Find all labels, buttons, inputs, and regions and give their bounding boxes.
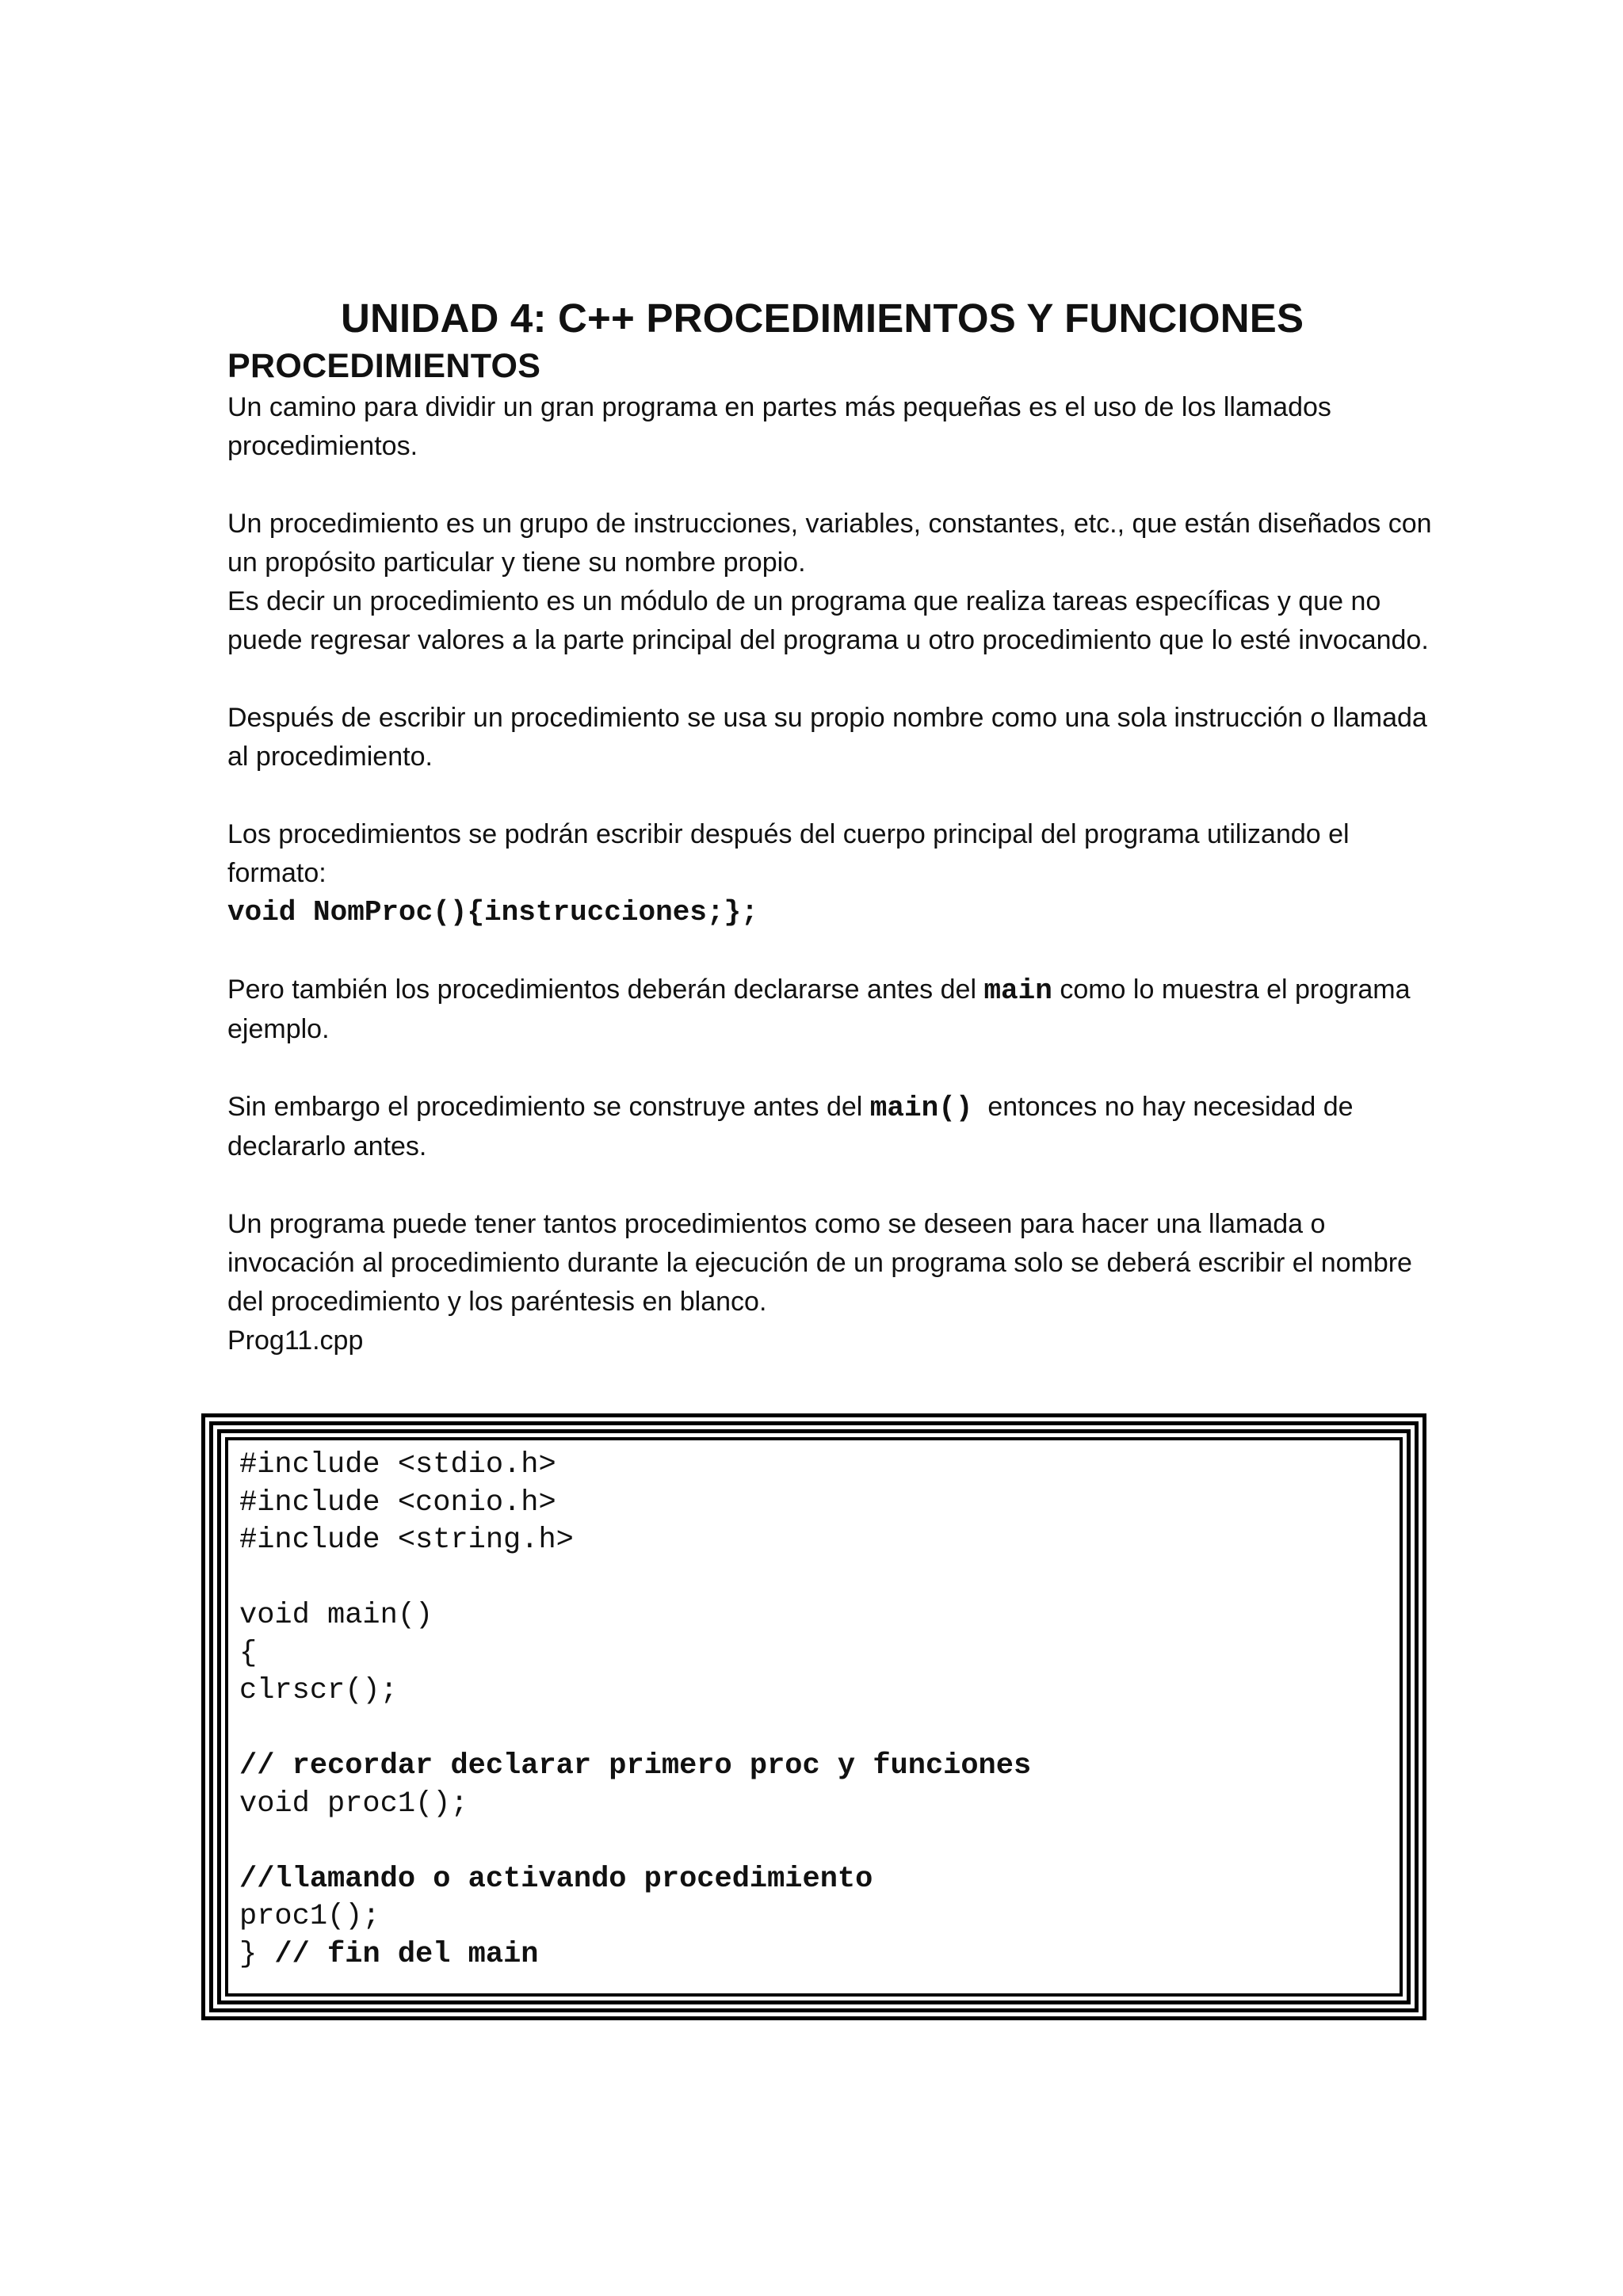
- paragraph-usage: Después de escribir un procedimiento se usa su propio nombre como una sola instrucción o llamada al procedimiento.: [227, 703, 1427, 772]
- code-line: [239, 1936, 1400, 1974]
- section-heading: PROCEDIMIENTOS: [227, 347, 541, 385]
- paragraph-definition: Un procedimiento es un grupo de instrucciones, variables, constantes, etc., que están diseñados con un propósito particular y tiene su nombre propio.: [227, 509, 1432, 578]
- paragraph-declare-text-b: como lo muestra el programa ejemplo.: [227, 974, 1411, 1044]
- paragraph-intro: Un camino para dividir un gran programa en partes más pequeñas es el uso de los llamados procedimientos.: [227, 392, 1331, 461]
- inline-code-main-call: main(): [869, 1092, 973, 1124]
- code-comment: // recordar declarar primero proc y funciones: [239, 1749, 1032, 1783]
- code-comment: //llamando o activando procedimiento: [239, 1862, 873, 1896]
- paragraph-no-declare-text-a: Sin embargo el procedimiento se construye antes del: [227, 1092, 870, 1122]
- code-line: clrscr();: [239, 1674, 398, 1707]
- code-line-blank: [239, 1711, 1400, 1749]
- code-filename: Prog11.cpp: [227, 1325, 364, 1356]
- code-line-blank: [239, 1823, 1400, 1861]
- format-code: void NomProc(){instrucciones;};: [227, 896, 758, 929]
- code-line: void main(): [239, 1599, 433, 1632]
- code-block: [239, 1447, 1400, 1974]
- code-comment: // fin del main: [274, 1937, 539, 1971]
- code-closing-brace: }: [239, 1937, 275, 1971]
- code-line: #include <stdio.h>: [239, 1448, 556, 1482]
- code-line: proc1();: [239, 1900, 380, 1933]
- code-line: #include <string.h>: [239, 1524, 574, 1557]
- paragraph-definition-detail: Es decir un procedimiento es un módulo de un programa que realiza tareas específicas y que no puede regresar valores a la parte principal del programa u otro procedimiento que lo esté invocando.: [227, 586, 1429, 655]
- code-line: #include <conio.h>: [239, 1486, 556, 1520]
- paragraph-declare: [227, 971, 1432, 1049]
- code-line: {: [239, 1636, 258, 1670]
- paragraph-no-declare: [227, 1088, 1432, 1166]
- document-body: [227, 293, 1432, 1360]
- paragraph-format: Los procedimientos se podrán escribir después del cuerpo principal del programa utilizando el formato:: [227, 819, 1350, 888]
- paragraph-no-declare-text-b: entonces no hay necesidad de declararlo antes.: [227, 1092, 1361, 1161]
- code-line: void proc1();: [239, 1787, 468, 1821]
- code-block-frame: [201, 1413, 1426, 2020]
- paragraph-invocation: Un programa puede tener tantos procedimientos como se deseen para hacer una llamada o invocación al procedimiento durante la ejecución de un programa solo se deberá escribir el nombre del procedimiento y los paréntesis en blanco.: [227, 1209, 1412, 1317]
- inline-code-main: main: [983, 974, 1052, 1007]
- page-title: UNIDAD 4: C++ PROCEDIMIENTOS Y FUNCIONES: [341, 296, 1304, 341]
- paragraph-declare-text-a: Pero también los procedimientos deberán declararse antes del: [227, 974, 984, 1005]
- code-line-blank: [239, 1560, 1400, 1598]
